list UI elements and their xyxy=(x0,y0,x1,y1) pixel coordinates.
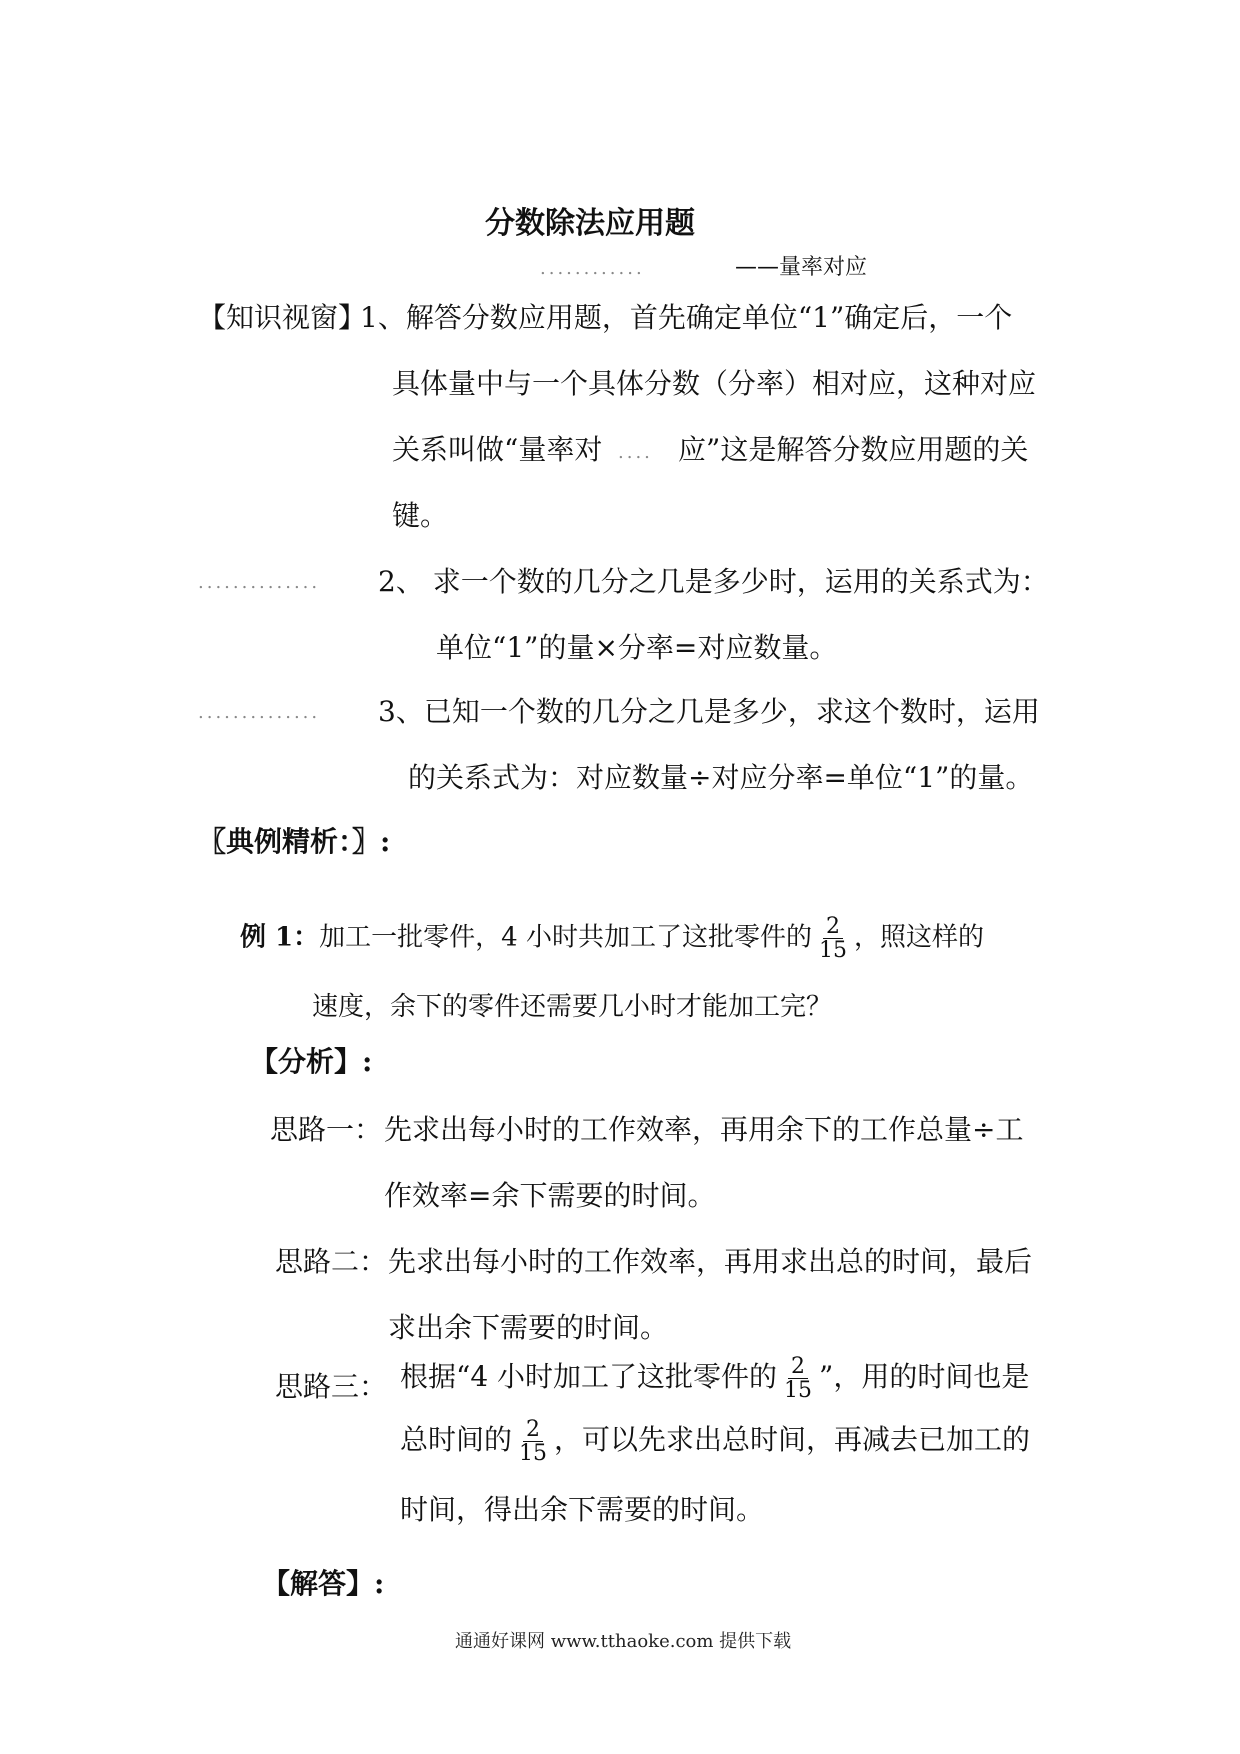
idea-2-label: 思路二： xyxy=(275,1245,388,1278)
example-1-text-a: 加工一批零件，4 小时共加工了这批零件的 xyxy=(319,922,812,953)
idea-3-label: 思路三： xyxy=(275,1370,388,1403)
knowledge-point-1-line-3b: 应”这是解答分数应用题的关 xyxy=(678,433,1029,466)
page-subtitle: ——量率对应 xyxy=(735,255,868,280)
knowledge-label: 【知识视窗】 xyxy=(198,301,367,334)
example-1-question xyxy=(240,915,984,962)
examples-heading: 〖典例精析：〗: xyxy=(198,825,391,858)
idea-3-line-2: 总时间的 $\frac{2}{15}$ ，可以先求出总时间，再减去已加工的 xyxy=(400,1417,1031,1467)
example-1-label: 例 1： xyxy=(240,922,320,953)
analysis-label: 【分析】: xyxy=(250,1045,373,1078)
knowledge-point-1-line-2: 具体量中与一个具体分数（分率）相对应，这种对应 xyxy=(392,367,1037,400)
idea-1-line-1: 先求出每小时的工作效率，再用余下的工作总量÷工 xyxy=(384,1113,1024,1146)
leader-dots: .... xyxy=(618,442,653,463)
knowledge-point-3-line-1: 3、已知一个数的几分之几是多少，求这个数时，运用 xyxy=(378,695,1040,728)
page-title: 分数除法应用题 xyxy=(485,206,695,241)
idea-3-line-3: 时间，得出余下需要的时间。 xyxy=(400,1493,765,1526)
leader-dots: .............. xyxy=(198,702,321,723)
fraction: $\frac{2}{15}$ xyxy=(784,1354,813,1404)
idea-1-line-2: 作效率=余下需要的时间。 xyxy=(384,1179,716,1212)
knowledge-point-1-line-4: 键。 xyxy=(392,499,449,532)
example-1-question-line-2: 速度，余下的零件还需要几小时才能加工完？ xyxy=(312,992,833,1022)
footer-note: 通通好课网 www.tthaoke.com 提供下载 xyxy=(455,1631,792,1652)
knowledge-point-2-line-1: 2、 求一个数的几分之几是多少时，运用的关系式为： xyxy=(378,565,1049,598)
idea-2-line-1: 先求出每小时的工作效率，再用求出总的时间，最后 xyxy=(388,1245,1033,1278)
knowledge-point-1-line-1: 1、解答分数应用题，首先确定单位“1”确定后，一个 xyxy=(360,301,1013,334)
leader-dots: .............. xyxy=(198,572,321,593)
fraction: $\frac{2}{15}$ xyxy=(519,1417,548,1467)
leader-dots: ............ xyxy=(540,258,645,279)
answer-label: 【解答】: xyxy=(262,1567,385,1600)
example-1-text-b: ，照这样的 xyxy=(853,922,984,953)
fraction: $\frac{2}{15}$ xyxy=(818,914,847,964)
idea-1-label: 思路一： xyxy=(270,1113,383,1146)
idea-2-line-2: 求出余下需要的时间。 xyxy=(388,1311,669,1344)
knowledge-point-3-line-2: 的关系式为：对应数量÷对应分率=单位“1”的量。 xyxy=(408,761,1034,794)
knowledge-point-1-line-3a: 关系叫做“量率对 xyxy=(392,433,603,466)
idea-3-line-1: 根据“4 小时加工了这批零件的 $\frac{2}{15}$ ”，用的时间也是 xyxy=(400,1354,1030,1404)
knowledge-point-2-line-2: 单位“1”的量×分率=对应数量。 xyxy=(436,631,838,664)
